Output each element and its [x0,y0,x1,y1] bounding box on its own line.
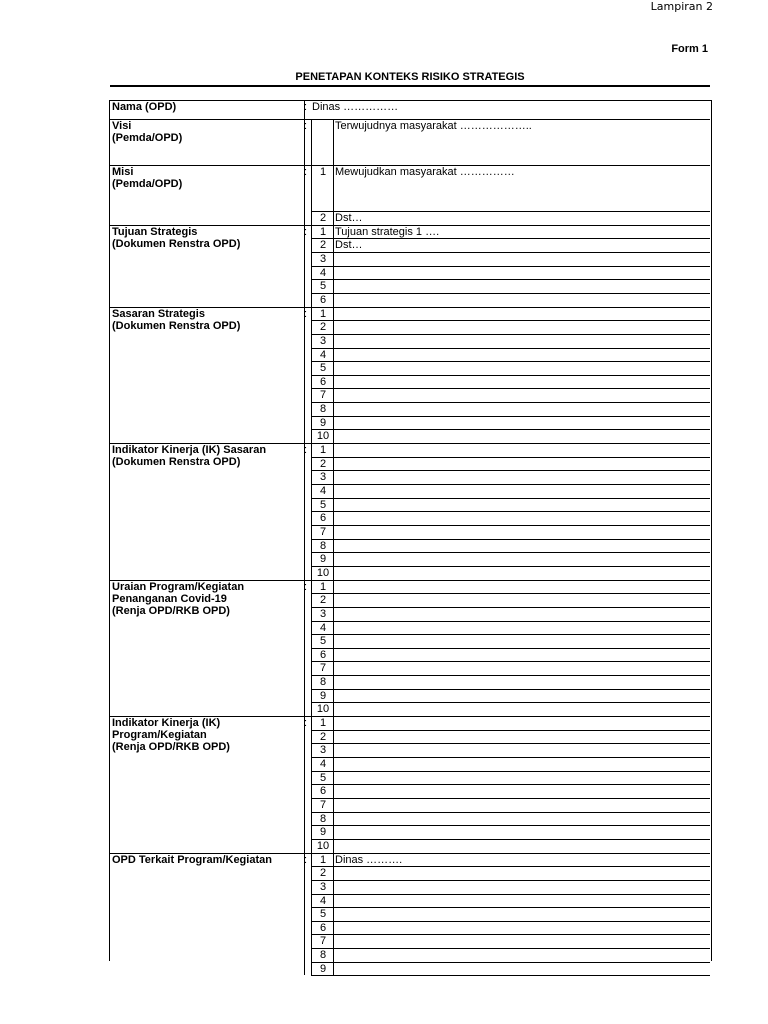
column-divider [333,307,334,444]
column-divider [333,853,334,976]
column-divider [311,165,312,225]
colon-separator: : [304,101,308,113]
column-divider [311,716,312,853]
title-underline [110,85,710,87]
row-divider [311,866,710,867]
ik-sasaran-row-number: 1 [319,444,327,457]
column-divider [311,225,312,307]
uraian-label: Uraian Program/Kegiatan Penanganan Covid-19 (Renja OPD/RKB OPD) [112,580,245,617]
row-divider [311,825,710,826]
sasaran-row-number: 7 [319,389,327,402]
context-form [109,100,712,975]
row-divider [311,307,710,308]
row-divider [311,293,710,294]
sasaran-row-number: 10 [316,430,330,443]
row-divider [311,498,710,499]
row-divider [311,771,710,772]
row-divider [311,525,710,526]
row-divider [311,252,710,253]
row-divider [311,975,710,976]
misi-row-number: 1 [319,166,327,178]
row-divider [311,730,710,731]
document-title: PENETAPAN KONTEKS RISIKO STRATEGIS [295,71,525,83]
opd-terkait-row-number: 4 [319,894,327,907]
row-divider [311,689,710,690]
row-divider [311,457,710,458]
tujuan-row-number: 4 [319,266,327,279]
uraian-row-number: 5 [319,635,327,648]
opd-terkait-row-text[interactable]: Dinas ………. [335,853,403,866]
ik-sasaran-row-number: 5 [319,498,327,511]
row-divider [311,907,710,908]
column-divider [311,580,312,717]
ik-sasaran-label: Indikator Kinerja (IK) Sasaran (Dokumen Renstra OPD) [112,444,267,469]
ik-program-row-number: 9 [319,826,327,839]
sasaran-row-number: 1 [319,307,327,320]
sasaran-row-number: 8 [319,403,327,416]
row-divider [311,921,710,922]
misi-row-number: 2 [319,212,327,224]
uraian-row-number: 6 [319,648,327,661]
row-divider [311,266,710,267]
row-divider [311,948,710,949]
sasaran-label: Sasaran Strategis (Dokumen Renstra OPD) [112,307,241,332]
opd-terkait-row-number: 1 [319,853,327,866]
uraian-row-number: 3 [319,607,327,620]
row-divider [311,743,710,744]
row-divider [311,375,710,376]
column-divider [304,101,308,119]
misi-row-text[interactable]: Mewujudkan masyarakat …………… [335,166,515,178]
uraian-row-number: 7 [319,662,327,675]
colon-separator: : [304,307,308,320]
row-divider [311,470,710,471]
uraian-row-number: 10 [316,703,330,716]
sasaran-row-number: 5 [319,362,327,375]
colon-separator: : [304,120,308,132]
ik-program-row-number: 3 [319,744,327,757]
tujuan-row-text[interactable]: Dst… [335,239,363,252]
visi-row-text[interactable]: Terwujudnya masyarakat ……………….. [335,120,532,132]
opd-terkait-row-number: 7 [319,935,327,948]
ik-program-row-number: 4 [319,758,327,770]
visi-label: Visi (Pemda/OPD) [112,120,183,144]
tujuan-row-number: 2 [319,239,327,252]
ik-program-row-number: 2 [319,730,327,743]
column-divider [304,580,308,717]
form-number: Form 1 [671,43,708,55]
row-divider [311,402,710,403]
row-divider [311,416,710,417]
misi-label: Misi (Pemda/OPD) [112,166,183,190]
colon-separator: : [304,853,308,866]
ik-sasaran-row-number: 7 [319,525,327,538]
row-divider [311,361,710,362]
column-divider [311,119,312,165]
opd-terkait-label: OPD Terkait Program/Kegiatan [112,853,272,866]
colon-separator: : [304,166,308,178]
row-divider [311,784,710,785]
opd-terkait-row-number: 2 [319,867,327,880]
tujuan-row-number: 1 [319,225,327,238]
row-divider [311,880,710,881]
column-divider [333,716,334,853]
row-divider [311,621,710,622]
column-divider [304,165,308,225]
row-divider [311,539,710,540]
column-divider [333,225,334,307]
ik-program-row-number: 1 [319,717,327,730]
column-divider [311,307,312,444]
row-divider [311,388,710,389]
column-divider [333,580,334,717]
tujuan-row-number: 5 [319,280,327,293]
tujuan-row-number: 3 [319,252,327,265]
ik-sasaran-row-number: 8 [319,539,327,552]
uraian-row-number: 1 [319,580,327,593]
column-divider [333,119,334,165]
row-divider [311,580,710,581]
row-divider [311,934,710,935]
row-divider [311,552,710,553]
column-divider [304,225,308,307]
row-divider [311,429,710,430]
row-divider [311,593,710,594]
opd-terkait-row-number: 5 [319,908,327,921]
opd-terkait-row-number: 9 [319,962,327,975]
row-divider [311,607,710,608]
ik-sasaran-row-number: 2 [319,457,327,470]
opd-terkait-row-number: 8 [319,949,327,962]
row-divider [311,661,710,662]
ik-program-row-number: 5 [319,771,327,784]
row-divider [311,443,710,444]
nama-opd-value[interactable]: Dinas …………… [312,101,399,113]
ik-sasaran-row-number: 9 [319,553,327,566]
tujuan-row-text[interactable]: Tujuan strategis 1 …. [335,225,440,238]
colon-separator: : [304,225,308,238]
row-divider [311,675,710,676]
column-divider [333,165,334,225]
row-divider [311,279,710,280]
sasaran-row-number: 9 [319,416,327,429]
ik-program-row-number: 7 [319,798,327,811]
ik-sasaran-row-number: 4 [319,485,327,497]
row-divider [311,566,710,567]
uraian-row-number: 4 [319,621,327,634]
ik-sasaran-row-number: 6 [319,512,327,525]
uraian-row-number: 8 [319,676,327,689]
colon-separator: : [304,580,308,593]
row-divider [311,648,710,649]
column-divider [304,119,308,165]
column-divider [304,853,308,976]
row-divider [311,238,710,239]
sasaran-row-number: 3 [319,334,327,347]
row-divider [311,334,710,335]
colon-separator: : [304,444,308,457]
column-divider [304,716,308,853]
row-divider [311,702,710,703]
lampiran-label: Lampiran 2 [650,0,713,13]
column-divider [304,443,308,580]
row-divider [311,348,710,349]
row-divider [311,962,710,963]
row-divider [311,211,710,212]
row-divider [311,812,710,813]
ik-program-row-number: 6 [319,785,327,798]
uraian-row-number: 9 [319,689,327,702]
ik-program-row-number: 10 [316,839,330,852]
tujuan-label: Tujuan Strategis (Dokumen Renstra OPD) [112,225,241,250]
row-divider [311,757,710,758]
row-divider [311,839,710,840]
column-divider [311,443,312,580]
row-divider [311,320,710,321]
misi-row-text[interactable]: Dst… [335,212,363,224]
ik-program-row-number: 8 [319,812,327,825]
nama-opd-label: Nama (OPD) [112,101,177,113]
sasaran-row-number: 4 [319,348,327,361]
column-divider [304,307,308,444]
row-divider [311,716,710,717]
tujuan-row-number: 6 [319,293,327,306]
row-divider [311,894,710,895]
sasaran-row-number: 6 [319,375,327,388]
sasaran-row-number: 2 [319,321,327,334]
colon-separator: : [304,717,308,730]
opd-terkait-row-number: 6 [319,921,327,934]
row-divider [311,634,710,635]
column-divider [333,443,334,580]
ik-sasaran-row-number: 10 [316,566,330,579]
opd-terkait-row-number: 3 [319,880,327,893]
row-divider [311,798,710,799]
ik-program-label: Indikator Kinerja (IK) Program/Kegiatan (Renja OPD/RKB OPD) [112,717,230,754]
column-divider [311,853,312,976]
row-divider [311,484,710,485]
ik-sasaran-row-number: 3 [319,471,327,484]
uraian-row-number: 2 [319,594,327,607]
row-divider [311,511,710,512]
